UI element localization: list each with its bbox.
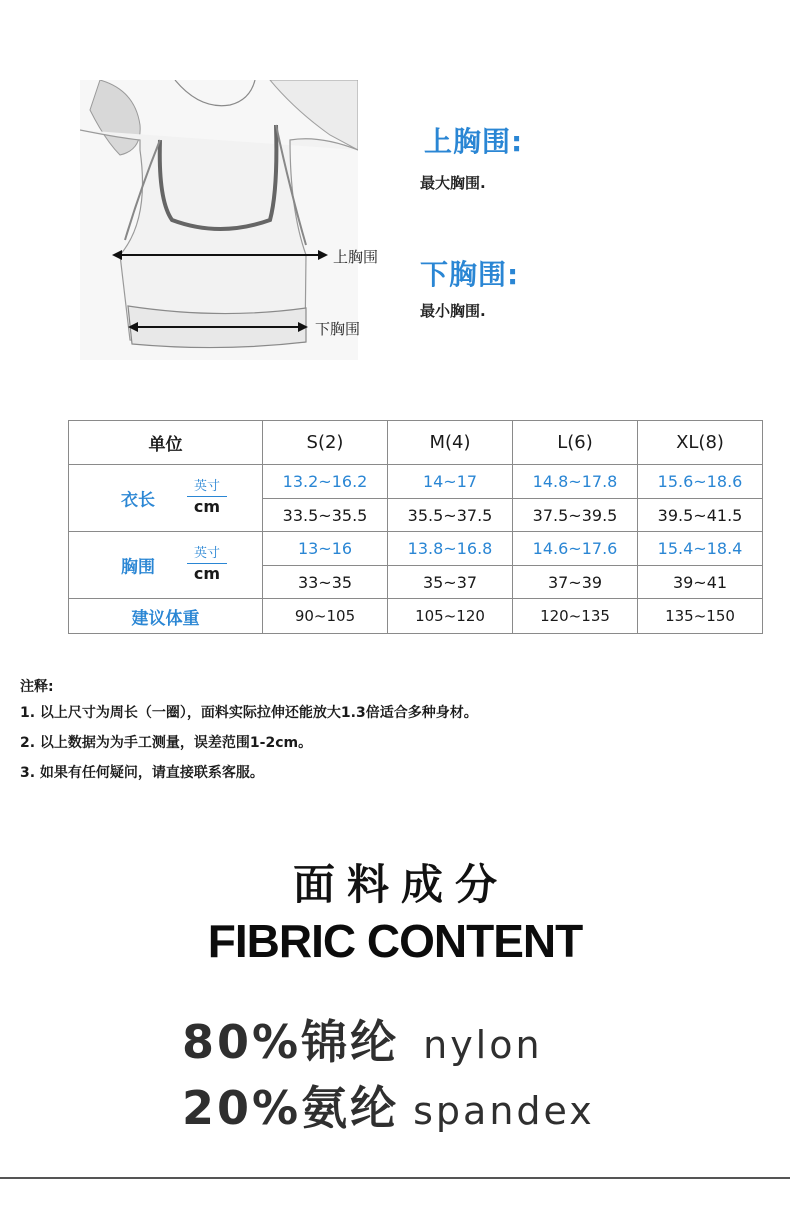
note-item: 3. 如果有任何疑问，请直接联系客服。 xyxy=(20,765,264,781)
weight-m: 105~120 xyxy=(388,599,513,634)
inch-label: 英寸 xyxy=(187,546,227,564)
size-header-s: S(2) xyxy=(263,421,388,465)
bust-cm-m: 35~37 xyxy=(388,566,513,599)
bust-inch-s: 13~16 xyxy=(263,532,388,566)
unit-fraction xyxy=(187,546,227,584)
weight-l: 120~135 xyxy=(513,599,638,634)
length-inch-xl: 15.6~18.6 xyxy=(638,465,763,499)
table-row xyxy=(69,465,763,499)
upper-bust-arrow-label: 上胸围 xyxy=(333,248,379,266)
bust-cm-l: 37~39 xyxy=(513,566,638,599)
note-item: 1. 以上尺寸为周长（一圈），面料实际拉伸还能放大1.3倍适合多种身材。 xyxy=(20,705,478,721)
size-header-xl: XL(8) xyxy=(638,421,763,465)
upper-bust-description: 最大胸围. xyxy=(420,174,486,192)
bust-label: 胸围 xyxy=(121,557,155,578)
weight-s: 90~105 xyxy=(263,599,388,634)
fabric-percent: 20%氨纶 xyxy=(182,1081,400,1135)
upper-bust-title: 上胸围: xyxy=(424,125,524,158)
length-inch-l: 14.8~17.8 xyxy=(513,465,638,499)
size-header-m: M(4) xyxy=(388,421,513,465)
table-row xyxy=(69,532,763,566)
lower-bust-arrow-label: 下胸围 xyxy=(315,320,361,338)
unit-header: 单位 xyxy=(69,421,263,465)
table-row xyxy=(69,599,763,634)
fabric-material-en: spandex xyxy=(413,1089,595,1133)
length-inch-m: 14~17 xyxy=(388,465,513,499)
length-row-header xyxy=(69,465,263,532)
length-cm-m: 35.5~37.5 xyxy=(388,499,513,532)
bust-inch-m: 13.8~16.8 xyxy=(388,532,513,566)
bust-row-header xyxy=(69,532,263,599)
notes-title: 注释: xyxy=(20,679,54,695)
fabric-material-en: nylon xyxy=(423,1023,543,1067)
unit-fraction xyxy=(187,479,227,517)
weight-label: 建议体重 xyxy=(69,599,263,634)
fabric-row-spandex xyxy=(182,1072,595,1138)
fabric-percent: 80%锦纶 xyxy=(182,1015,400,1069)
size-chart-table xyxy=(68,420,763,634)
bottom-divider xyxy=(0,1177,790,1179)
cm-label: cm xyxy=(193,564,221,583)
fabric-title-en: FIBRIC CONTENT xyxy=(207,915,583,967)
notes-section xyxy=(20,676,478,792)
inch-label: 英寸 xyxy=(187,479,227,497)
weight-xl: 135~150 xyxy=(638,599,763,634)
cm-label: cm xyxy=(193,497,221,516)
bust-inch-l: 14.6~17.6 xyxy=(513,532,638,566)
lower-bust-description: 最小胸围. xyxy=(420,302,486,320)
bust-cm-xl: 39~41 xyxy=(638,566,763,599)
length-label: 衣长 xyxy=(121,490,155,511)
length-cm-l: 37.5~39.5 xyxy=(513,499,638,532)
length-cm-s: 33.5~35.5 xyxy=(263,499,388,532)
length-inch-s: 13.2~16.2 xyxy=(263,465,388,499)
bust-inch-xl: 15.4~18.4 xyxy=(638,532,763,566)
note-item: 2. 以上数据为为手工测量，误差范围1-2cm。 xyxy=(20,735,313,751)
size-header-l: L(6) xyxy=(513,421,638,465)
table-header-row xyxy=(69,421,763,465)
length-cm-xl: 39.5~41.5 xyxy=(638,499,763,532)
bust-cm-s: 33~35 xyxy=(263,566,388,599)
fabric-row-nylon xyxy=(182,1006,543,1072)
fabric-title-cn: 面料成分 xyxy=(292,860,509,909)
lower-bust-title: 下胸围: xyxy=(420,258,520,291)
